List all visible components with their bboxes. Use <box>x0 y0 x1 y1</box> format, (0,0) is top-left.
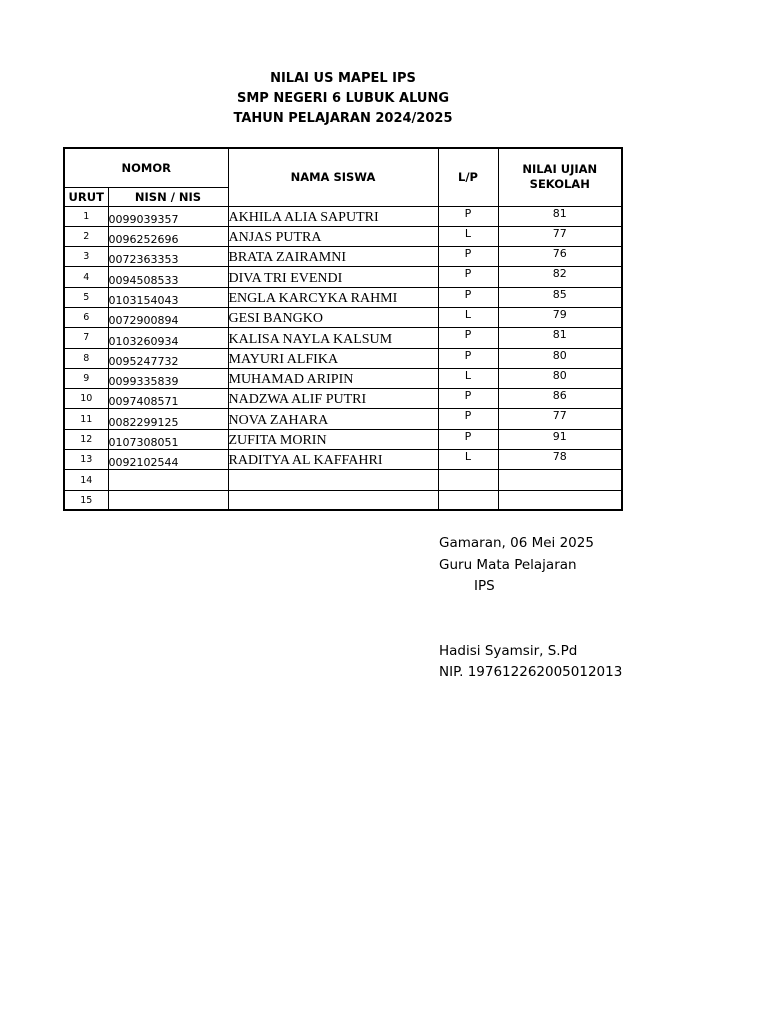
row-nisn: 0092102544 <box>108 450 228 470</box>
signature-subject: IPS <box>474 578 495 594</box>
row-score: 85 <box>498 287 622 307</box>
row-student-name <box>228 470 438 490</box>
table-row <box>64 206 622 226</box>
table-row <box>64 409 622 429</box>
row-student-name: ENGLA KARCYKA RAHMI <box>228 287 438 307</box>
row-student-name <box>228 490 438 510</box>
row-student-name: RADITYA AL KAFFAHRI <box>228 450 438 470</box>
row-nisn: 0099039357 <box>108 206 228 226</box>
table-row <box>64 389 622 409</box>
row-number: 5 <box>64 287 108 307</box>
title-year: TAHUN PELAJARAN 2024/2025 <box>233 111 453 126</box>
row-student-name: NOVA ZAHARA <box>228 409 438 429</box>
row-number: 10 <box>64 389 108 409</box>
row-nisn: 0096252696 <box>108 226 228 246</box>
header-urut: URUT <box>64 187 108 206</box>
row-score: 82 <box>498 267 622 287</box>
table-row <box>64 368 622 388</box>
signature-name: Hadisi Syamsir, S.Pd <box>439 642 578 659</box>
row-number: 7 <box>64 328 108 348</box>
row-nisn: 0107308051 <box>108 429 228 449</box>
table-row <box>64 267 622 287</box>
row-student-name: NADZWA ALIF PUTRI <box>228 389 438 409</box>
row-gender: P <box>438 247 498 267</box>
grades-table <box>63 147 623 511</box>
signature-space <box>439 598 622 641</box>
row-student-name: KALISA NAYLA KALSUM <box>228 328 438 348</box>
row-number: 6 <box>64 307 108 327</box>
row-number: 12 <box>64 429 108 449</box>
row-number: 9 <box>64 368 108 388</box>
row-score: 80 <box>498 368 622 388</box>
row-gender: P <box>438 206 498 226</box>
row-gender: P <box>438 287 498 307</box>
row-student-name: GESI BANGKO <box>228 307 438 327</box>
row-score <box>498 490 622 510</box>
row-score: 80 <box>498 348 622 368</box>
row-gender: L <box>438 450 498 470</box>
row-gender: P <box>438 429 498 449</box>
row-score: 79 <box>498 307 622 327</box>
row-number: 13 <box>64 450 108 470</box>
row-score: 81 <box>498 328 622 348</box>
table-row <box>64 470 622 490</box>
table-row <box>64 348 622 368</box>
row-nisn <box>108 470 228 490</box>
row-nisn: 0094508533 <box>108 267 228 287</box>
signature-role: Guru Mata Pelajaran <box>439 556 577 573</box>
row-score: 78 <box>498 450 622 470</box>
document-title <box>63 69 623 129</box>
row-student-name: DIVA TRI EVENDI <box>228 267 438 287</box>
header-nisn: NISN / NIS <box>108 187 228 206</box>
row-score: 77 <box>498 226 622 246</box>
row-student-name: BRATA ZAIRAMNI <box>228 247 438 267</box>
row-gender: P <box>438 267 498 287</box>
table-row <box>64 307 622 327</box>
signature-place-date: Gamaran, 06 Mei 2025 <box>439 535 594 551</box>
row-gender: P <box>438 389 498 409</box>
title-subject: NILAI US MAPEL IPS <box>270 71 416 86</box>
row-number: 4 <box>64 267 108 287</box>
row-gender: P <box>438 348 498 368</box>
row-nisn: 0072900894 <box>108 307 228 327</box>
table-row <box>64 328 622 348</box>
row-gender <box>438 490 498 510</box>
row-number: 15 <box>64 490 108 510</box>
row-nisn: 0103154043 <box>108 287 228 307</box>
row-score: 86 <box>498 389 622 409</box>
table-row <box>64 490 622 510</box>
table-row <box>64 287 622 307</box>
grades-table-body <box>64 206 622 510</box>
row-number: 11 <box>64 409 108 429</box>
row-number: 2 <box>64 226 108 246</box>
row-number: 8 <box>64 348 108 368</box>
row-gender: L <box>438 368 498 388</box>
row-nisn: 0097408571 <box>108 389 228 409</box>
row-score <box>498 470 622 490</box>
row-nisn <box>108 490 228 510</box>
row-nisn: 0082299125 <box>108 409 228 429</box>
row-student-name: MAYURI ALFIKA <box>228 348 438 368</box>
table-row <box>64 429 622 449</box>
row-number: 1 <box>64 206 108 226</box>
row-score: 77 <box>498 409 622 429</box>
row-nisn: 0103260934 <box>108 328 228 348</box>
header-nama-siswa: NAMA SISWA <box>228 148 438 206</box>
table-row <box>64 226 622 246</box>
row-gender: P <box>438 409 498 429</box>
row-number: 14 <box>64 470 108 490</box>
row-score: 76 <box>498 247 622 267</box>
row-nisn: 0099335839 <box>108 368 228 388</box>
row-gender: L <box>438 226 498 246</box>
header-nomor: NOMOR <box>64 148 228 187</box>
row-nisn: 0095247732 <box>108 348 228 368</box>
row-gender <box>438 470 498 490</box>
row-student-name: AKHILA ALIA SAPUTRI <box>228 206 438 226</box>
row-score: 91 <box>498 429 622 449</box>
signature-block <box>439 533 622 684</box>
row-student-name: ANJAS PUTRA <box>228 226 438 246</box>
row-gender: L <box>438 307 498 327</box>
table-row <box>64 450 622 470</box>
row-student-name: ZUFITA MORIN <box>228 429 438 449</box>
row-score: 81 <box>498 206 622 226</box>
row-nisn: 0072363353 <box>108 247 228 267</box>
header-nilai: NILAI UJIAN SEKOLAH <box>498 148 622 206</box>
row-gender: P <box>438 328 498 348</box>
table-row <box>64 247 622 267</box>
row-student-name: MUHAMAD ARIPIN <box>228 368 438 388</box>
signature-nip: NIP. 197612262005012013 <box>439 664 623 680</box>
row-number: 3 <box>64 247 108 267</box>
title-school: SMP NEGERI 6 LUBUK ALUNG <box>236 91 450 106</box>
header-lp: L/P <box>438 148 498 206</box>
